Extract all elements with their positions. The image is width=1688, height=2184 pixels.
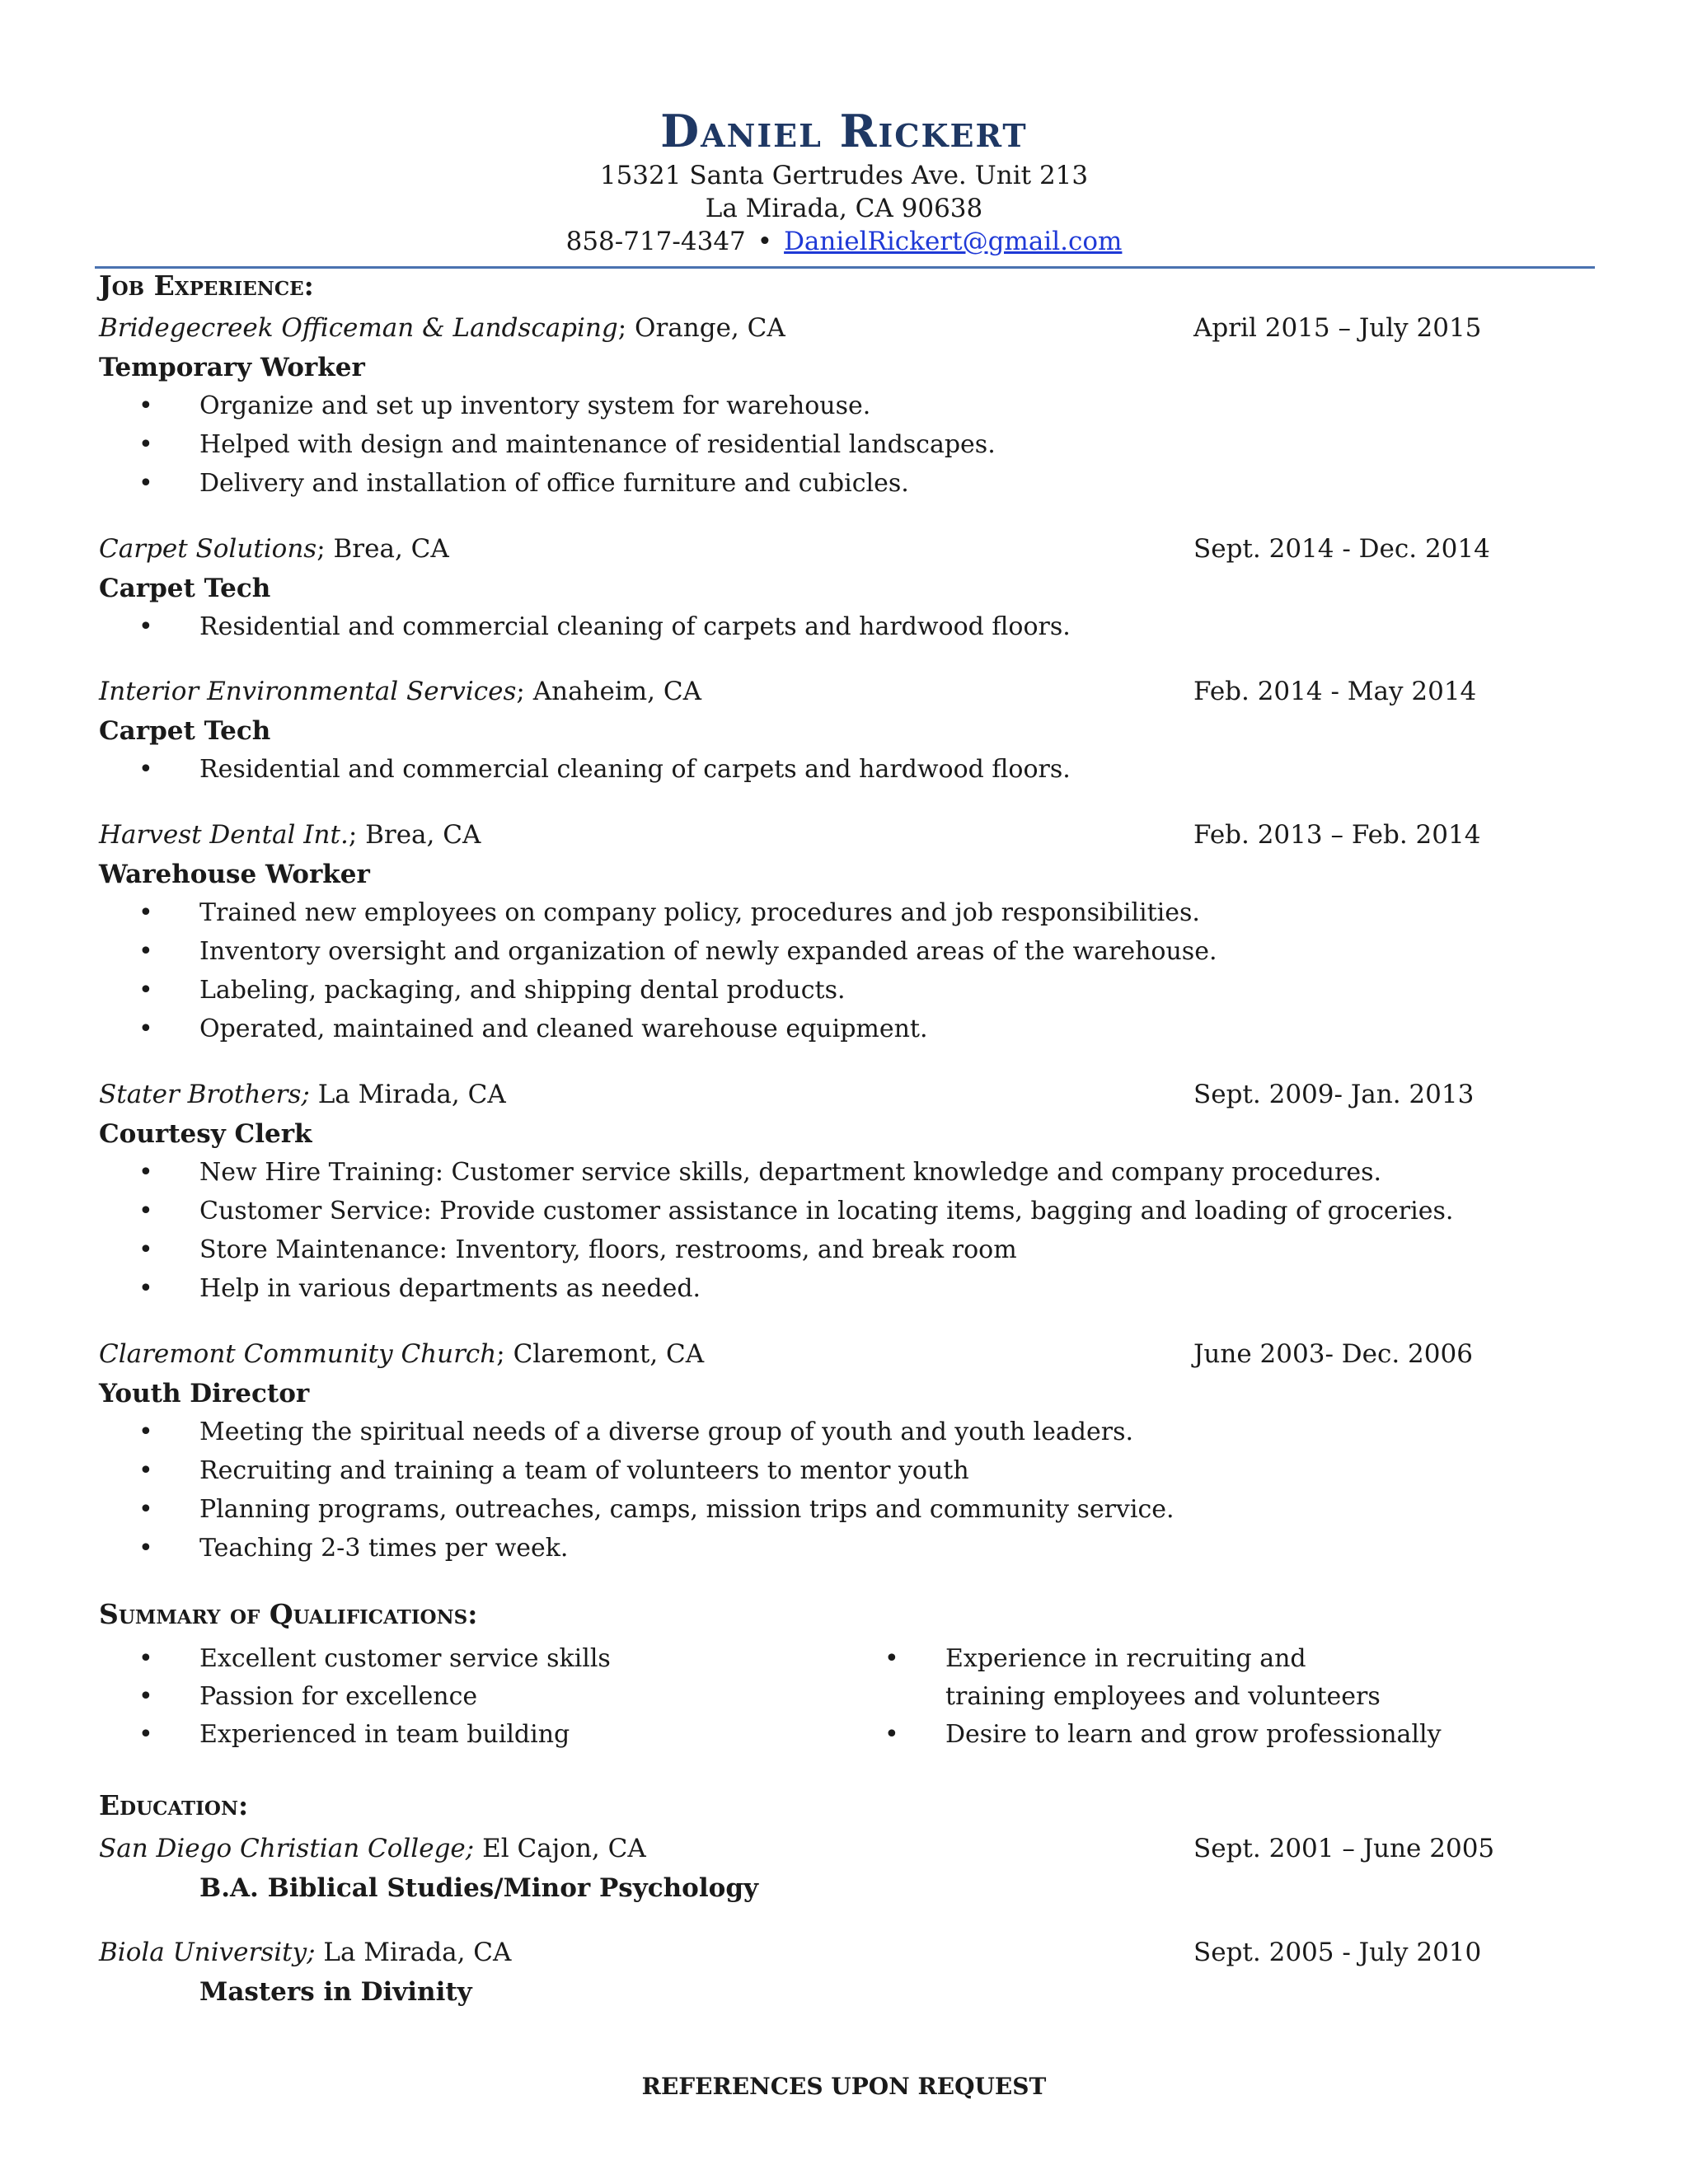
school-header xyxy=(99,1830,1517,1869)
company-name: Harvest Dental Int. xyxy=(99,820,349,850)
phone-number: 858-717-4347 xyxy=(565,227,746,256)
job-header xyxy=(99,1076,1517,1115)
school-dates: Sept. 2005 - July 2010 xyxy=(1193,1938,1482,1967)
list-item: • Customer Service: Provide customer assistance in locating items, bagging and loading of groceries. xyxy=(99,1192,1517,1230)
list-item: • Passion for excellence xyxy=(99,1678,692,1716)
list-item: • Store Maintenance: Inventory, floors, restrooms, and break room xyxy=(99,1230,1517,1269)
job-duties-list xyxy=(99,1413,1517,1568)
job-header xyxy=(99,1335,1517,1375)
job-title: Carpet Tech xyxy=(99,574,271,603)
list-item: • Delivery and installation of office furniture and cubicles. xyxy=(99,464,1517,503)
job-entry xyxy=(99,673,1517,789)
degree: Masters in Divinity xyxy=(199,1977,472,2007)
degree: B.A. Biblical Studies/Minor Psychology xyxy=(199,1873,759,1903)
job-title: Warehouse Worker xyxy=(99,860,370,889)
job-location: ; Brea, CA xyxy=(316,534,449,564)
job-header xyxy=(99,309,1517,349)
job-title: Temporary Worker xyxy=(99,353,365,382)
list-item: • Teaching 2-3 times per week. xyxy=(99,1529,1517,1568)
job-duties-list xyxy=(99,1153,1517,1308)
school-header xyxy=(99,1933,1517,1973)
address-line-2: La Mirada, CA 90638 xyxy=(705,194,983,223)
list-item: • Excellent customer service skills xyxy=(99,1640,692,1678)
list-item: • Residential and commercial cleaning of carpets and hardwood floors. xyxy=(99,607,1517,646)
job-location: ; Anaheim, CA xyxy=(516,677,701,706)
list-item: • Labeling, packaging, and shipping dental products. xyxy=(99,971,1517,1010)
company-name: Claremont Community Church xyxy=(99,1339,497,1369)
qualifications-left-column xyxy=(99,1640,692,1754)
job-location: ; Brea, CA xyxy=(348,820,481,850)
email-link[interactable]: DanielRickert@gmail.com xyxy=(784,227,1123,256)
school-name: San Diego Christian College; xyxy=(99,1834,475,1863)
job-header xyxy=(99,816,1517,855)
education-entry xyxy=(99,1830,1517,1907)
applicant-name: Daniel Rickert xyxy=(660,105,1028,157)
list-item: • Residential and commercial cleaning of carpets and hardwood floors. xyxy=(99,750,1517,789)
job-duties-list xyxy=(99,750,1517,789)
separator-bullet: • xyxy=(757,227,773,256)
job-entry xyxy=(99,1076,1517,1308)
job-dates: Sept. 2009- Jan. 2013 xyxy=(1193,1080,1475,1109)
job-title: Courtesy Clerk xyxy=(99,1119,312,1149)
list-item: • Helped with design and maintenance of residential landscapes. xyxy=(99,425,1517,464)
school-name: Biola University; xyxy=(99,1938,316,1967)
job-entry xyxy=(99,1335,1517,1568)
job-dates: June 2003- Dec. 2006 xyxy=(1193,1339,1473,1369)
section-title-education: Education: xyxy=(99,1789,249,1821)
job-dates: Feb. 2013 – Feb. 2014 xyxy=(1193,820,1481,850)
school-dates: Sept. 2001 – June 2005 xyxy=(1193,1834,1495,1863)
qualifications-left-list xyxy=(99,1640,692,1754)
list-item: • Experienced in team building xyxy=(99,1716,692,1754)
list-item: • Meeting the spiritual needs of a diverse group of youth and youth leaders. xyxy=(99,1413,1517,1451)
job-entry xyxy=(99,530,1517,646)
qualifications-right-column xyxy=(845,1640,1471,1754)
list-item: • Organize and set up inventory system for warehouse. xyxy=(99,387,1517,425)
company-name: Carpet Solutions xyxy=(99,534,317,564)
job-location: ; Claremont, CA xyxy=(496,1339,705,1369)
job-location: ; Orange, CA xyxy=(617,313,785,343)
section-title-experience: Job Experience: xyxy=(99,269,314,302)
resume-header xyxy=(0,103,1688,258)
address-line-1: 15321 Santa Gertrudes Ave. Unit 213 xyxy=(599,161,1089,190)
contact-line xyxy=(0,225,1688,258)
list-item: • Operated, maintained and cleaned warehouse equipment. xyxy=(99,1010,1517,1048)
list-item: • Inventory oversight and organization of newly expanded areas of the warehouse. xyxy=(99,932,1517,971)
job-dates: Sept. 2014 - Dec. 2014 xyxy=(1193,534,1490,564)
list-item: • New Hire Training: Customer service skills, department knowledge and company procedures. xyxy=(99,1153,1517,1192)
job-entry xyxy=(99,309,1517,503)
school-location: El Cajon, CA xyxy=(474,1834,646,1863)
job-duties-list xyxy=(99,607,1517,646)
job-title: Youth Director xyxy=(99,1379,310,1408)
list-item: • Desire to learn and grow professionally xyxy=(845,1716,1471,1754)
job-entry xyxy=(99,816,1517,1048)
list-item: • Recruiting and training a team of volunteers to mentor youth xyxy=(99,1451,1517,1490)
qualifications-right-list xyxy=(845,1640,1471,1754)
section-title-qualifications: Summary of Qualifications: xyxy=(99,1598,478,1630)
education-entry xyxy=(99,1933,1517,2011)
list-item: • Help in various departments as needed. xyxy=(99,1269,1517,1308)
references-note: REFERENCES UPON REQUEST xyxy=(641,2073,1047,2100)
school-location: La Mirada, CA xyxy=(315,1938,512,1967)
job-duties-list xyxy=(99,893,1517,1048)
job-location: La Mirada, CA xyxy=(309,1080,506,1109)
job-title: Carpet Tech xyxy=(99,716,271,746)
job-header xyxy=(99,530,1517,569)
job-dates: April 2015 – July 2015 xyxy=(1193,313,1482,343)
list-item: • Planning programs, outreaches, camps, mission trips and community service. xyxy=(99,1490,1517,1529)
list-item: • Experience in recruiting and training employees and volunteers xyxy=(845,1640,1390,1716)
company-name: Stater Brothers; xyxy=(99,1080,310,1109)
job-dates: Feb. 2014 - May 2014 xyxy=(1193,677,1477,706)
job-header xyxy=(99,673,1517,712)
list-item: • Trained new employees on company policy, procedures and job responsibilities. xyxy=(99,893,1517,932)
company-name: Interior Environmental Services xyxy=(99,677,517,706)
header-divider xyxy=(95,266,1595,269)
job-duties-list xyxy=(99,387,1517,503)
company-name: Bridegecreek Officeman & Landscaping xyxy=(99,313,618,343)
